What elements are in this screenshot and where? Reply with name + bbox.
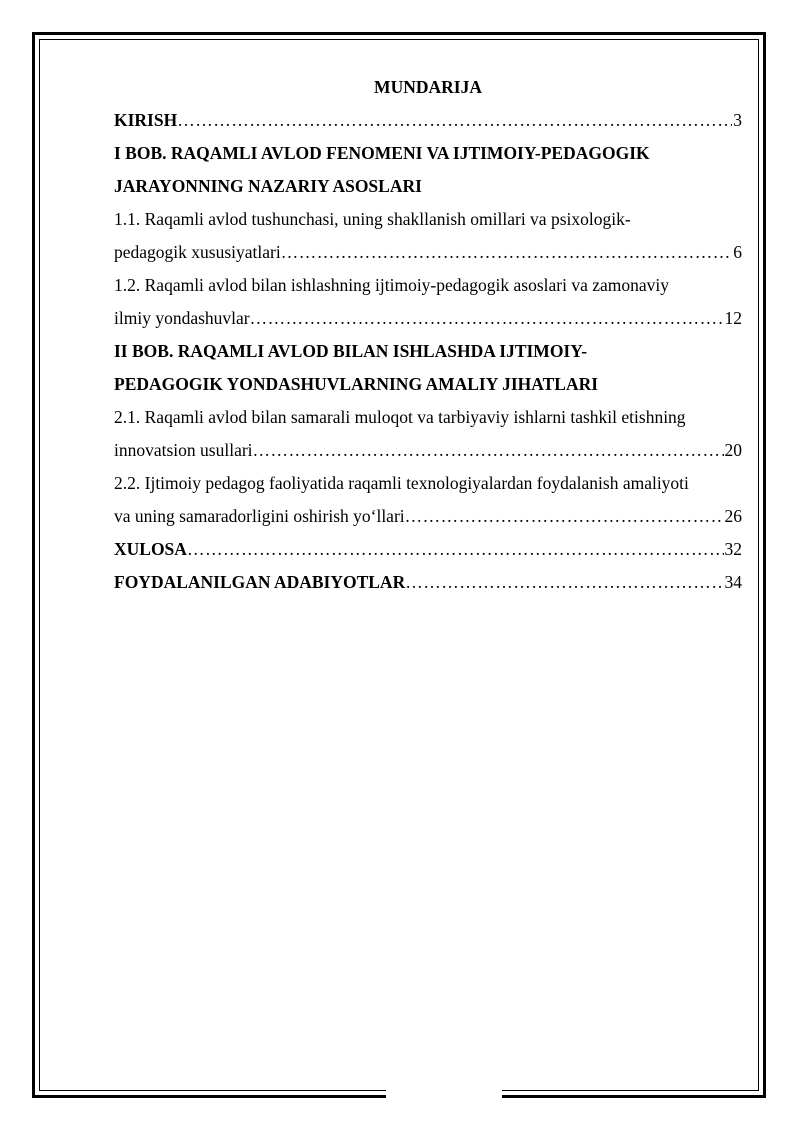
- toc-leader-dots: [405, 571, 723, 593]
- toc-entry-label: ilmiy yondashuvlar: [114, 308, 250, 328]
- toc-page-number: 3: [733, 110, 742, 130]
- toc-leader-dots: [250, 307, 724, 329]
- toc-entry-label: XULOSA: [114, 539, 187, 559]
- toc-entry-adabiyotlar[interactable]: [114, 571, 742, 593]
- toc-page-number: 6: [733, 242, 742, 262]
- toc-leader-dots: [405, 505, 724, 527]
- toc-chapter-heading[interactable]: PEDAGOGIK YONDASHUVLARNING AMALIY JIHATLARI: [114, 374, 599, 394]
- toc-page-number: 32: [724, 539, 742, 559]
- toc-entry-1-2[interactable]: [114, 307, 742, 329]
- toc-page-number: 20: [724, 440, 742, 460]
- toc-leader-dots: [281, 241, 733, 263]
- toc-entry-label[interactable]: 2.1. Raqamli avlod bilan samarali muloqot va tarbiyaviy ishlarni tashkil etishning: [114, 407, 686, 427]
- toc-page-number: 26: [724, 506, 742, 526]
- toc-entry-1-1[interactable]: [114, 241, 742, 263]
- toc-leader-dots: [177, 109, 732, 131]
- toc-entry-label: innovatsion usullari: [114, 440, 253, 460]
- toc-page-number: 34: [724, 572, 742, 592]
- toc-page-number: 12: [724, 308, 742, 328]
- toc-chapter-heading[interactable]: II BOB. RAQAMLI AVLOD BILAN ISHLASHDA IJTIMOIY-: [114, 341, 588, 361]
- toc-leader-dots: [253, 439, 724, 461]
- border-gap: [386, 1080, 502, 1102]
- toc-chapter-heading[interactable]: JARAYONNING NAZARIY ASOSLARI: [114, 176, 422, 196]
- toc-entry-label[interactable]: 1.1. Raqamli avlod tushunchasi, uning shakllanish omillari va psixologik-: [114, 209, 631, 229]
- toc-entry-label: pedagogik xususiyatlari: [114, 242, 281, 262]
- toc-entry-2-2[interactable]: [114, 505, 742, 527]
- toc-entry-label: FOYDALANILGAN ADABIYOTLAR: [114, 572, 406, 592]
- toc-entry-kirish[interactable]: [114, 109, 742, 131]
- toc-title: MUNDARIJA: [374, 77, 482, 97]
- toc-chapter-heading[interactable]: I BOB. RAQAMLI AVLOD FENOMENI VA IJTIMOIY-PEDAGOGIK: [114, 143, 650, 163]
- toc-entry-label[interactable]: 2.2. Ijtimoiy pedagog faoliyatida raqamli texnologiyalardan foydalanish amaliyoti: [114, 473, 689, 493]
- toc-leader-dots: [187, 538, 724, 560]
- toc-entry-xulosa[interactable]: [114, 538, 742, 560]
- toc-entry-label[interactable]: 1.2. Raqamli avlod bilan ishlashning ijtimoiy-pedagogik asoslari va zamonaviy: [114, 275, 670, 295]
- toc-entry-label: va uning samaradorligini oshirish yo‘llari: [114, 506, 405, 526]
- toc-entry-2-1[interactable]: [114, 439, 742, 461]
- toc-entry-label: KIRISH: [114, 110, 178, 130]
